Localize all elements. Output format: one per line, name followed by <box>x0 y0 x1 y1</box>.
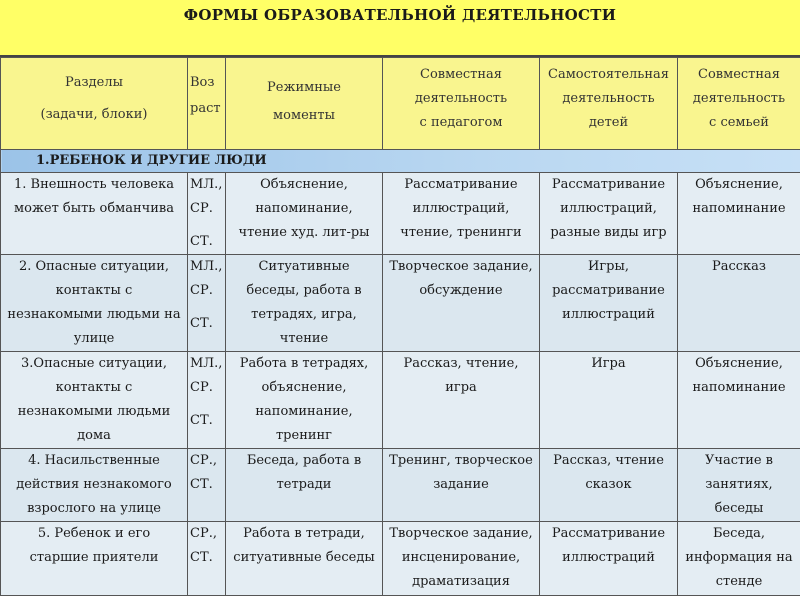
routine-cell-line: беседы, работа в <box>246 283 362 298</box>
family-activity-cell <box>678 522 800 596</box>
family-activity-cell-line: напоминание <box>692 380 786 395</box>
age-cell-line: СТ. <box>190 234 213 249</box>
routine-cell <box>226 352 383 449</box>
routine-cell-line: ситуативные беседы <box>233 550 375 565</box>
age-cell-line: СР. <box>190 380 213 395</box>
routine-cell-line: чтение худ. лит-ры <box>238 225 370 240</box>
family-activity-cell-line: Рассказ <box>711 259 767 274</box>
section-title: 1.РЕБЕНОК И ДРУГИЕ ЛЮДИ <box>1 150 800 173</box>
teacher-activity-cell-line: игра <box>445 380 477 395</box>
header-age: Воз раст <box>188 58 226 150</box>
routine-cell-line: Ситуативные <box>258 259 350 274</box>
independent-activity-cell-line: разные виды игр <box>550 225 667 240</box>
routine-cell-line: тетрадях, игра, <box>251 307 357 322</box>
age-cell-line: СТ. <box>190 550 213 565</box>
independent-activity-cell <box>540 173 678 255</box>
teacher-activity-cell-line: Тренинг, творческое <box>389 453 533 468</box>
teacher-activity-cell <box>383 352 540 449</box>
header-joint-teacher: Совместная деятельность с педагогом <box>383 58 540 150</box>
age-cell <box>188 173 226 255</box>
teacher-activity-cell-line: Рассказ, чтение, <box>403 356 519 371</box>
teacher-activity-cell-line: Творческое задание, <box>389 526 533 541</box>
topic-cell-line: незнакомыми людьми на <box>7 307 181 322</box>
routine-cell-line: напоминание, <box>255 201 353 216</box>
teacher-activity-cell-line: инсценирование, <box>401 550 521 565</box>
family-activity-cell-line: Объяснение, <box>695 356 783 371</box>
header-routine: Режимные моменты <box>226 58 383 150</box>
age-cell-line: МЛ., <box>190 356 223 371</box>
table-row <box>1 522 800 596</box>
teacher-activity-cell-line: иллюстраций, <box>412 201 510 216</box>
routine-cell <box>226 522 383 596</box>
routine-cell <box>226 255 383 352</box>
routine-cell-line: Объяснение, <box>260 177 348 192</box>
topic-cell-line: 3.Опасные ситуации, <box>21 356 167 371</box>
topic-cell <box>1 173 188 255</box>
family-activity-cell <box>678 352 800 449</box>
age-cell <box>188 255 226 352</box>
family-activity-cell-line: Беседа, <box>712 526 766 541</box>
topic-cell-line: 2. Опасные ситуации, <box>18 259 170 274</box>
independent-activity-cell-line: иллюстраций, <box>560 201 657 216</box>
header-joint-family: Совместная деятельность с семьей <box>678 58 800 150</box>
age-cell-line: СТ. <box>190 316 213 331</box>
independent-activity-cell-line: иллюстраций <box>562 307 655 322</box>
table-row <box>1 255 800 352</box>
header-independent: Самостоятельная деятельность детей <box>540 58 678 150</box>
family-activity-cell-line: напоминание <box>692 201 786 216</box>
routine-cell-line: Беседа, работа в <box>246 453 362 468</box>
topic-cell-line: 1. Внешность человека <box>14 177 174 192</box>
routine-cell-line: чтение <box>279 331 329 346</box>
routine-cell-line: тетради <box>276 477 332 492</box>
age-cell <box>188 352 226 449</box>
routine-cell-line: напоминание, <box>255 404 353 419</box>
family-activity-cell-line: занятиях, <box>705 477 773 492</box>
independent-activity-cell-line: Игра <box>591 356 626 371</box>
age-cell-line: МЛ., <box>190 177 223 192</box>
teacher-activity-cell-line: обсуждение <box>419 283 503 298</box>
age-cell-line: СТ. <box>190 477 213 492</box>
independent-activity-cell-line: Игры, <box>588 259 629 274</box>
age-cell-line: СР., <box>190 453 217 468</box>
routine-cell <box>226 173 383 255</box>
topic-cell-line: 4. Насильственные <box>28 453 160 468</box>
age-cell-line: СТ. <box>190 413 213 428</box>
topic-cell <box>1 255 188 352</box>
topic-cell-line: дома <box>77 428 111 443</box>
age-cell-line: СР. <box>190 201 213 216</box>
teacher-activity-cell-line: задание <box>433 477 489 492</box>
age-cell <box>188 449 226 522</box>
independent-activity-cell-line: иллюстраций <box>562 550 655 565</box>
topic-cell-line: может быть обманчива <box>14 201 174 216</box>
independent-activity-cell <box>540 352 678 449</box>
topic-cell-line: незнакомыми людьми <box>17 404 171 419</box>
routine-cell-line: объяснение, <box>261 380 347 395</box>
topic-cell <box>1 522 188 596</box>
age-cell-line: СР., <box>190 526 217 541</box>
teacher-activity-cell <box>383 255 540 352</box>
family-activity-cell <box>678 173 800 255</box>
age-cell-line: СР. <box>190 283 213 298</box>
routine-cell-line: Работа в тетради, <box>243 526 365 541</box>
family-activity-cell-line: Участие в <box>704 453 774 468</box>
independent-activity-cell-line: Рассматривание <box>551 177 666 192</box>
family-activity-cell-line: информация на <box>685 550 793 565</box>
topic-cell <box>1 449 188 522</box>
teacher-activity-cell-line: Рассматривание <box>404 177 518 192</box>
topic-cell-line: старшие приятели <box>29 550 159 565</box>
topic-cell-line: 5. Ребенок и его <box>37 526 151 541</box>
age-cell <box>188 522 226 596</box>
topic-cell-line: контакты с <box>55 380 133 395</box>
family-activity-cell-line: беседы <box>714 501 764 516</box>
table-row <box>1 352 800 449</box>
family-activity-cell-line: стенде <box>715 574 763 589</box>
family-activity-cell-line: Объяснение, <box>695 177 783 192</box>
title-band <box>0 0 800 57</box>
topic-cell <box>1 352 188 449</box>
table-row <box>1 449 800 522</box>
header-row <box>1 58 800 150</box>
teacher-activity-cell-line: чтение, тренинги <box>400 225 522 240</box>
education-forms-table <box>0 57 800 596</box>
teacher-activity-cell-line: драматизация <box>412 574 510 589</box>
topic-cell-line: действия незнакомого <box>16 477 172 492</box>
header-sections: Разделы (задачи, блоки) <box>1 58 188 150</box>
teacher-activity-cell <box>383 522 540 596</box>
teacher-activity-cell <box>383 449 540 522</box>
independent-activity-cell-line: Рассказ, чтение <box>553 453 664 468</box>
routine-cell-line: Работа в тетрадях, <box>239 356 369 371</box>
page-title: ФОРМЫ ОБРАЗОВАТЕЛЬНОЙ ДЕЯТЕЛЬНОСТИ <box>183 6 617 24</box>
family-activity-cell <box>678 255 800 352</box>
independent-activity-cell <box>540 449 678 522</box>
age-cell-line: МЛ., <box>190 259 223 274</box>
independent-activity-cell-line: сказок <box>585 477 632 492</box>
table-row <box>1 173 800 255</box>
routine-cell <box>226 449 383 522</box>
section-row <box>1 150 800 173</box>
topic-cell-line: контакты с <box>55 283 133 298</box>
routine-cell-line: тренинг <box>275 428 332 443</box>
independent-activity-cell-line: Рассматривание <box>551 526 666 541</box>
independent-activity-cell <box>540 255 678 352</box>
teacher-activity-cell <box>383 173 540 255</box>
family-activity-cell <box>678 449 800 522</box>
topic-cell-line: улице <box>73 331 115 346</box>
independent-activity-cell-line: рассматривание <box>552 283 665 298</box>
teacher-activity-cell-line: Творческое задание, <box>389 259 533 274</box>
topic-cell-line: взрослого на улице <box>27 501 161 516</box>
independent-activity-cell <box>540 522 678 596</box>
